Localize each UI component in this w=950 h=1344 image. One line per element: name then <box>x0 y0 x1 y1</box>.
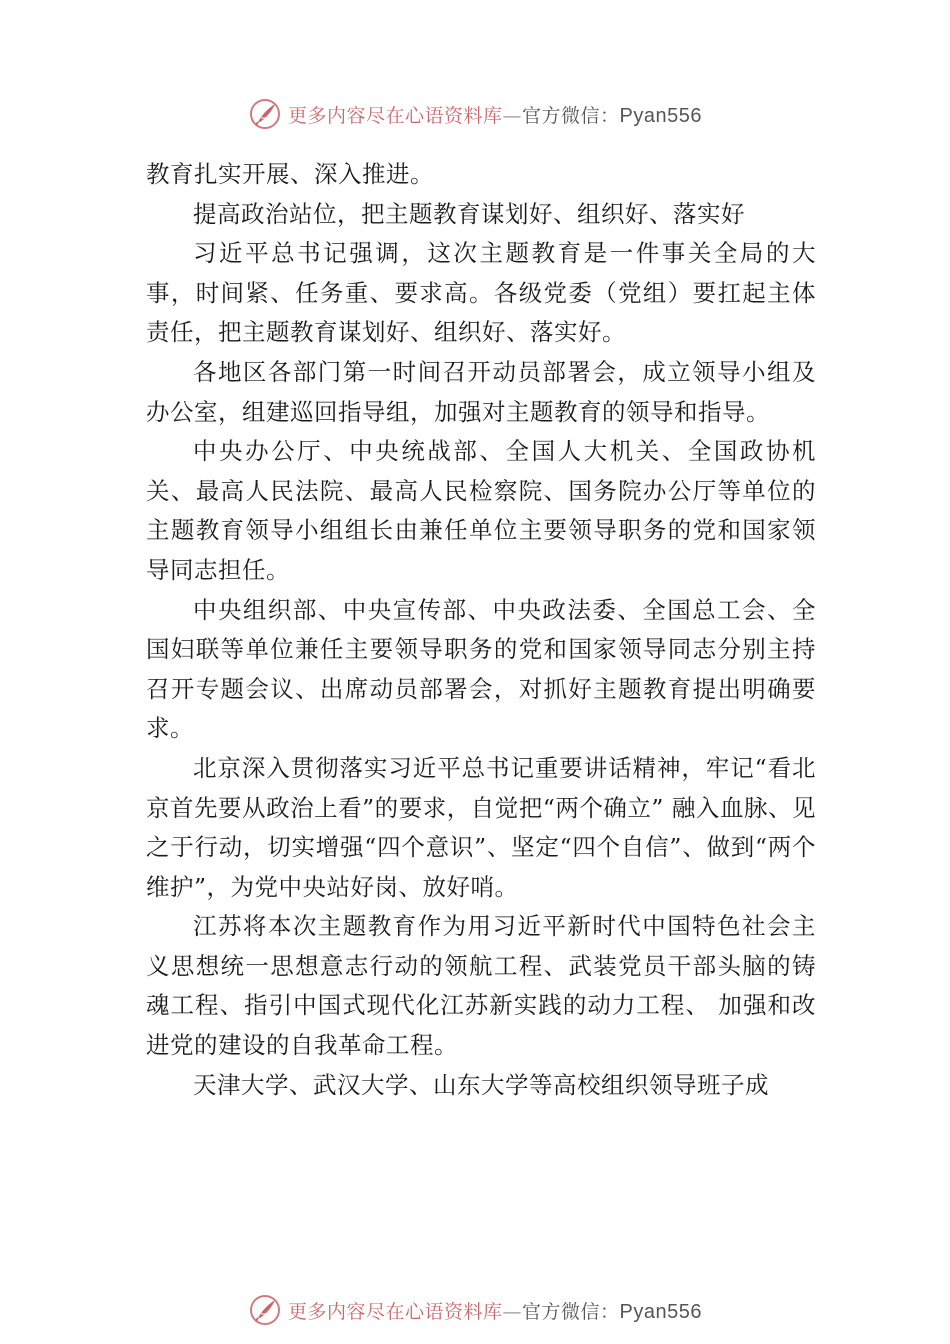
paragraph-8: 天津大学、武汉大学、山东大学等高校组织领导班子成 <box>193 1070 769 1099</box>
paragraph-1: 教育扎实开展、深入推进。 <box>146 160 434 188</box>
wechat-label: 官方微信： <box>522 104 620 127</box>
feather-pen-icon <box>248 97 282 131</box>
brand-text <box>288 101 702 128</box>
wechat-label: 官方微信： <box>522 1300 620 1323</box>
brand-dash: — <box>502 1300 523 1323</box>
paragraph-3: 各地区各部门第一时间召开动员部署会，成立领导小组及办公室，组建巡回指导组，加强对主题教育的领导和指导。 <box>146 357 816 426</box>
wechat-id: Pyan556 <box>619 104 702 127</box>
wechat-id: Pyan556 <box>619 1300 702 1323</box>
header-watermark-banner <box>0 94 950 134</box>
paragraph-4: 中央办公厅、中央统战部、全国人大机关、全国政协机关、最高人民法院、最高人民检察院、国务院办公厅等单位的主题教育领导小组组长由兼任单位主要领导职务的党和国家领导同志担任。 <box>146 437 816 584</box>
footer-watermark-banner <box>0 1290 950 1330</box>
document-body <box>146 155 816 1105</box>
section-heading: 提高政治站位，把主题教育谋划好、组织好、落实好 <box>193 199 745 228</box>
brand-name: 更多内容尽在心语资料库 <box>288 104 503 127</box>
paragraph-2: 习近平总书记强调，这次主题教育是一件事关全局的大事，时间紧、任务重、要求高。各级党委（党组）要扛起主体责任，把主题教育谋划好、组织好、落实好。 <box>146 239 816 347</box>
brand-text <box>288 1297 702 1324</box>
paragraph-7: 江苏将本次主题教育作为用习近平新时代中国特色社会主义思想统一思想意志行动的领航工程、武装党员干部头脑的铸魂工程、指引中国式现代化江苏新实践的动力工程、 加强和改进党的建设的自我革命工程。 <box>146 912 816 1060</box>
brand-name: 更多内容尽在心语资料库 <box>288 1300 503 1323</box>
feather-pen-icon <box>248 1293 282 1327</box>
brand-dash: — <box>502 104 523 127</box>
paragraph-5: 中央组织部、中央宣传部、中央政法委、全国总工会、全国妇联等单位兼任主要领导职务的党和国家领导同志分别主持召开专题会议、出席动员部署会，对抓好主题教育提出明确要求。 <box>146 595 816 743</box>
paragraph-6: 北京深入贯彻落实习近平总书记重要讲话精神，牢记“看北京首先要从政治上看”的要求，自觉把“两个确立” 融入血脉、见之于行动，切实增强“四个意识”、坚定“四个自信”、做到“两个维护”，为党中央站好岗、放好哨。 <box>146 753 816 901</box>
